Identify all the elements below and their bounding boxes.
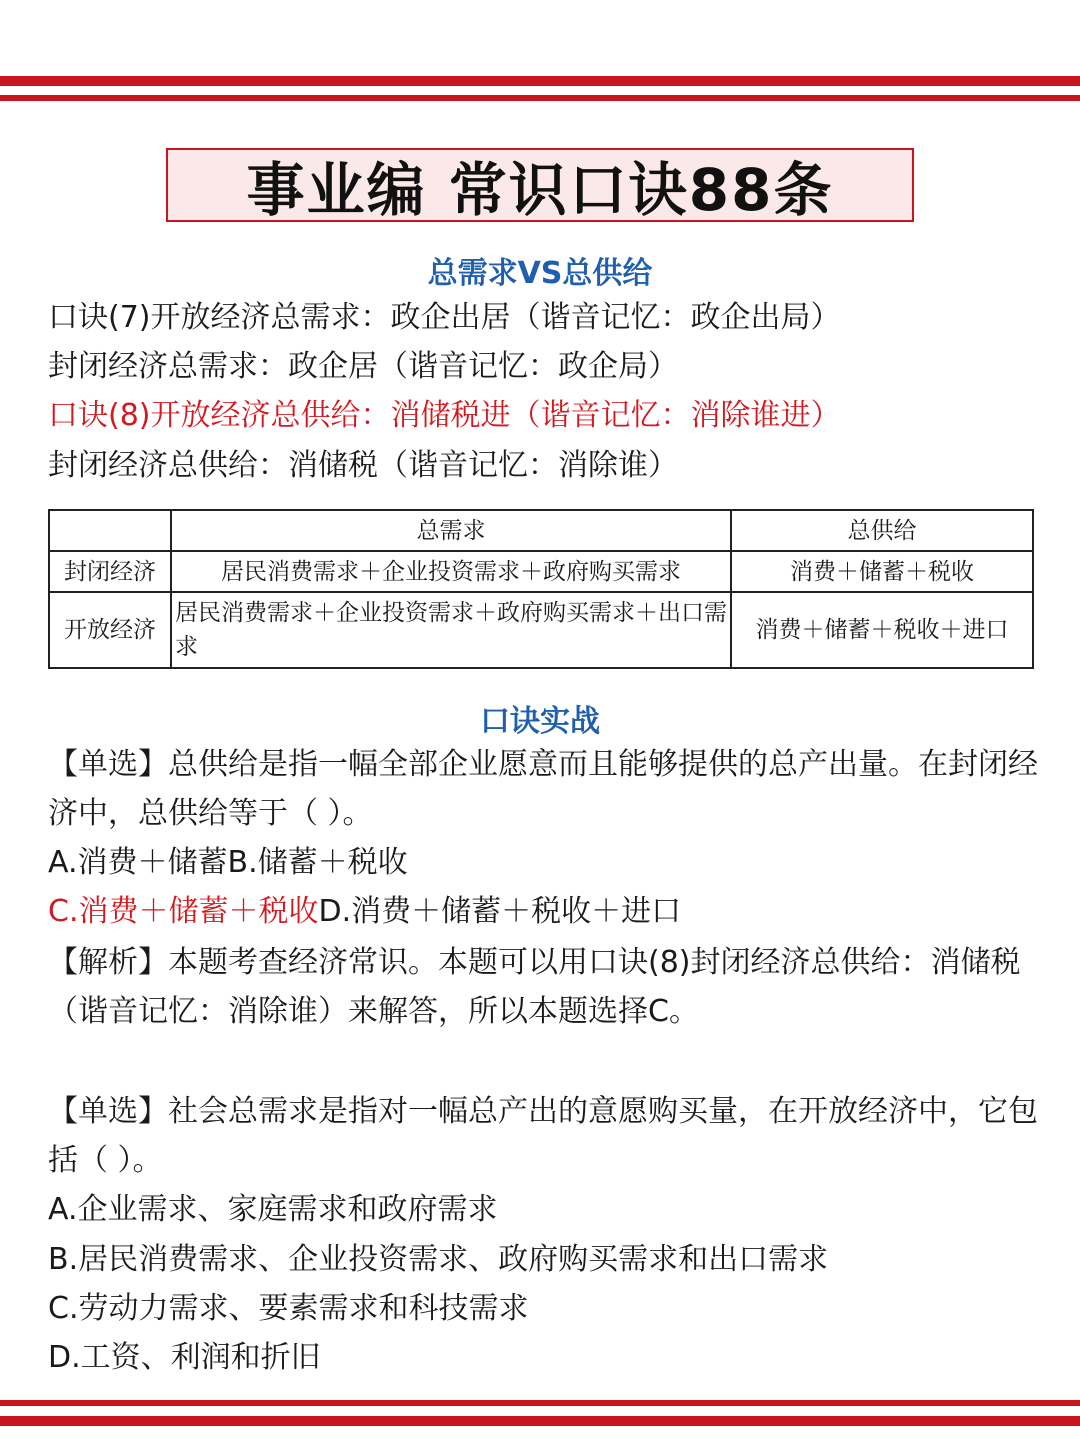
bottom-band-thick	[0, 1416, 1080, 1426]
question-2-option-b: B.居民消费需求、企业投资需求、政府购买需求和出口需求	[48, 1242, 829, 1277]
table-cell: 封闭经济	[49, 551, 171, 592]
bottom-band-thin	[0, 1400, 1080, 1406]
question-1-option-d: D.消费＋储蓄＋税收＋进口	[318, 894, 682, 929]
rule-7: 口诀(7)开放经济总需求：政企出居（谐音记忆：政企出局）	[48, 300, 841, 335]
table-header-cell	[49, 510, 171, 551]
question-1-stem: 【单选】总供给是指一幅全部企业愿意而且能够提供的总产出量。在封闭经济中，总供给等于（ ）。	[48, 747, 1038, 831]
table-cell: 消费＋储蓄＋税收	[731, 551, 1033, 592]
table-header-cell: 总供给	[731, 510, 1033, 551]
table-header-row	[49, 510, 1033, 551]
rule-closed-demand: 封闭经济总需求：政企居（谐音记忆：政企局）	[48, 349, 678, 384]
question-1-option-c-answer: C.消费＋储蓄＋税收	[48, 894, 319, 929]
section-title-demand-supply: 总需求VS总供给	[427, 256, 653, 291]
table-cell: 开放经济	[49, 592, 171, 668]
table-header-cell: 总需求	[171, 510, 731, 551]
question-1-options-cd	[48, 892, 681, 932]
question-2-option-d: D.工资、利润和折旧	[48, 1340, 321, 1375]
rule-closed-supply: 封闭经济总供给：消储税（谐音记忆：消除谁）	[48, 448, 678, 483]
rule-8: 口诀(8)开放经济总供给：消储税进（谐音记忆：消除谁进）	[48, 398, 841, 433]
top-band-thin	[0, 95, 1080, 101]
question-2-option-c: C.劳动力需求、要素需求和科技需求	[48, 1291, 529, 1326]
table-row	[49, 551, 1033, 592]
question-2-stem: 【单选】社会总需求是指对一幅总产出的意愿购买量，在开放经济中，它包括（ ）。	[48, 1094, 1038, 1178]
question-1-analysis: 【解析】本题考查经济常识。本题可以用口诀(8)封闭经济总供给：消储税（谐音记忆：消除谁）来解答，所以本题选择C。	[48, 945, 1021, 1029]
question-1-options-ab: A.消费＋储蓄B.储蓄＋税收	[48, 845, 408, 880]
table-cell: 消费＋储蓄＋税收＋进口	[731, 592, 1033, 668]
page-title: 事业编 常识口诀88条	[246, 156, 834, 224]
question-2-option-a: A.企业需求、家庭需求和政府需求	[48, 1192, 498, 1227]
comparison-table	[48, 509, 1034, 669]
title-box	[166, 148, 914, 222]
table-row	[49, 592, 1033, 668]
top-band-thick	[0, 76, 1080, 86]
table-cell: 居民消费需求＋企业投资需求＋政府购买需求	[171, 551, 731, 592]
section-title-practice: 口诀实战	[480, 704, 600, 739]
table-cell: 居民消费需求＋企业投资需求＋政府购买需求＋出口需求	[171, 592, 731, 668]
